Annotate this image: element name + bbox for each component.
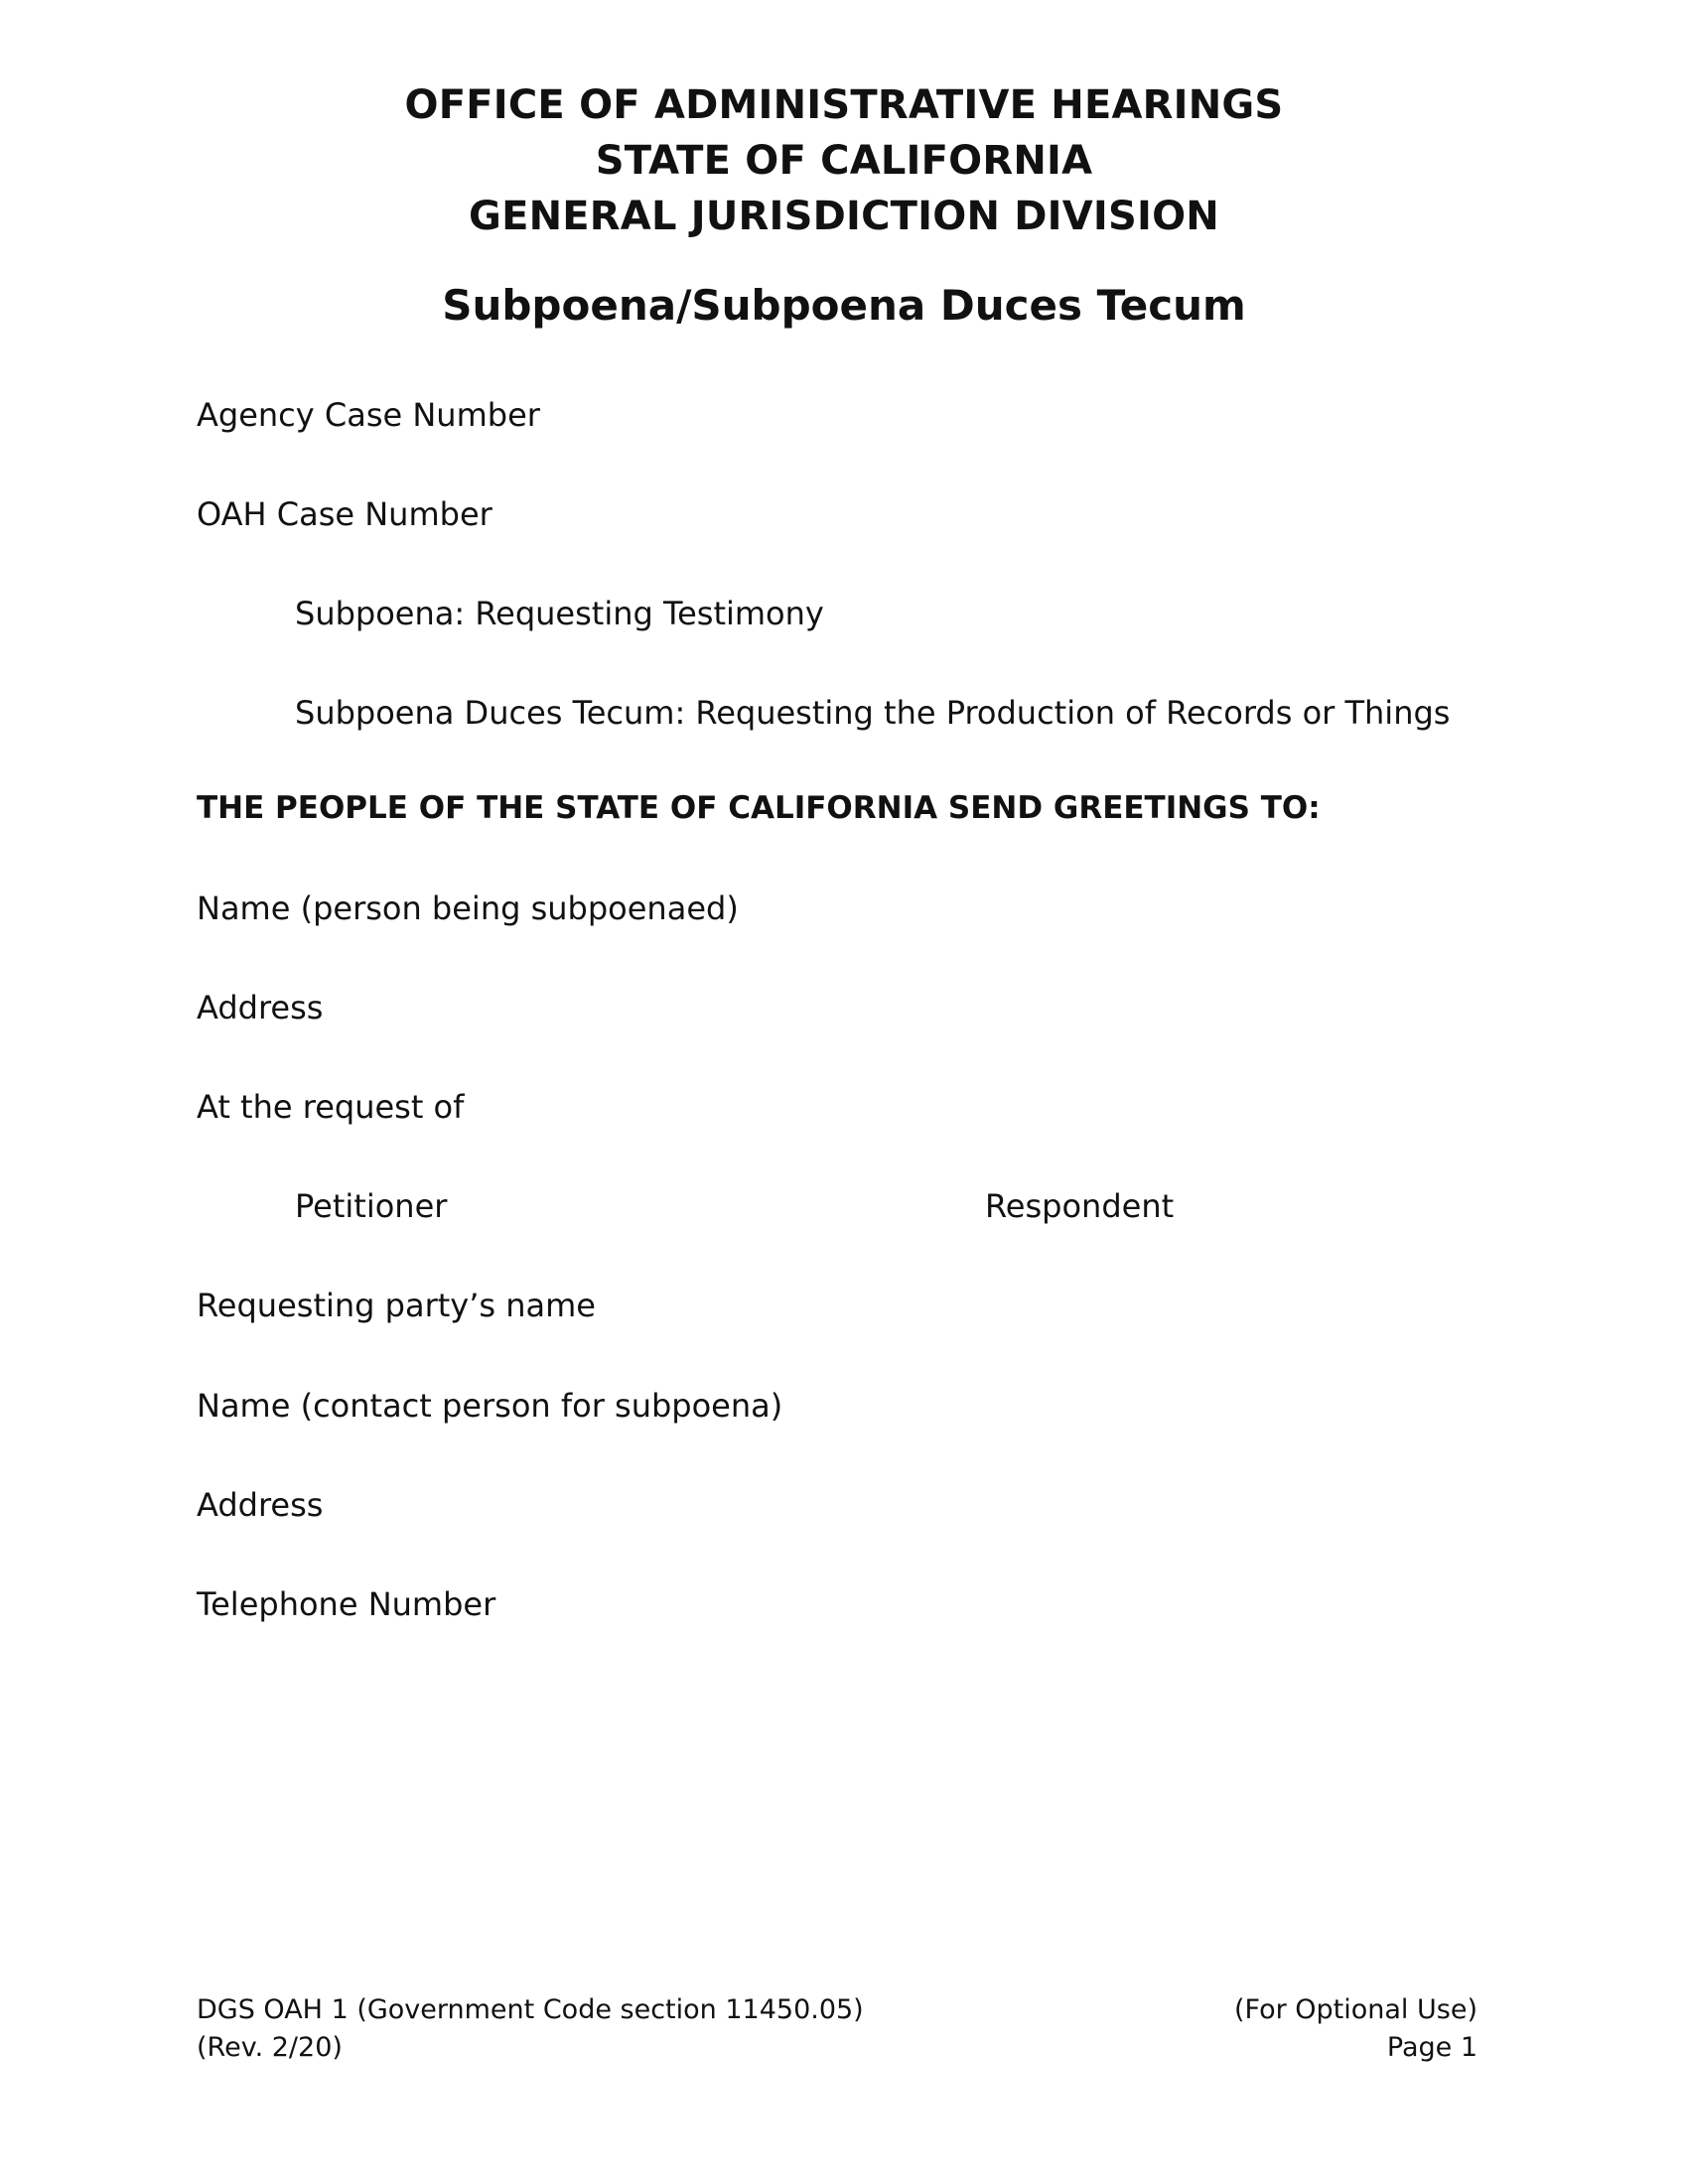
- form-title: Subpoena/Subpoena Duces Tecum: [442, 281, 1246, 330]
- footer-revision: (Rev. 2/20): [197, 2032, 343, 2063]
- oah-case-number-label: OAH Case Number: [197, 495, 492, 533]
- address-label: Address: [197, 989, 324, 1026]
- greeting-heading: THE PEOPLE OF THE STATE OF CALIFORNIA SEND GREETINGS TO:: [197, 790, 1321, 826]
- petitioner-option: Petitioner: [295, 1187, 448, 1225]
- at-request-of-label: At the request of: [197, 1088, 465, 1126]
- agency-case-number-label: Agency Case Number: [197, 396, 540, 434]
- footer-optional-use: (For Optional Use): [1233, 1994, 1477, 2025]
- footer-page-number: Page 1: [1386, 2032, 1477, 2063]
- name-subpoenaed-label: Name (person being subpoenaed): [197, 889, 739, 927]
- requesting-party-name-label: Requesting party’s name: [197, 1287, 596, 1324]
- contact-address-label: Address: [197, 1486, 324, 1524]
- respondent-option: Respondent: [985, 1187, 1175, 1225]
- footer-form-id: DGS OAH 1 (Government Code section 11450.05): [197, 1994, 864, 2025]
- telephone-number-label: Telephone Number: [197, 1585, 496, 1623]
- subpoena-testimony-option: Subpoena: Requesting Testimony: [295, 595, 824, 632]
- header-division: GENERAL JURISDICTION DIVISION: [469, 194, 1219, 239]
- subpoena-duces-tecum-option: Subpoena Duces Tecum: Requesting the Production of Records or Things: [295, 694, 1451, 732]
- contact-name-label: Name (contact person for subpoena): [197, 1387, 783, 1425]
- header-office: OFFICE OF ADMINISTRATIVE HEARINGS: [404, 82, 1284, 128]
- header-state: STATE OF CALIFORNIA: [595, 138, 1093, 184]
